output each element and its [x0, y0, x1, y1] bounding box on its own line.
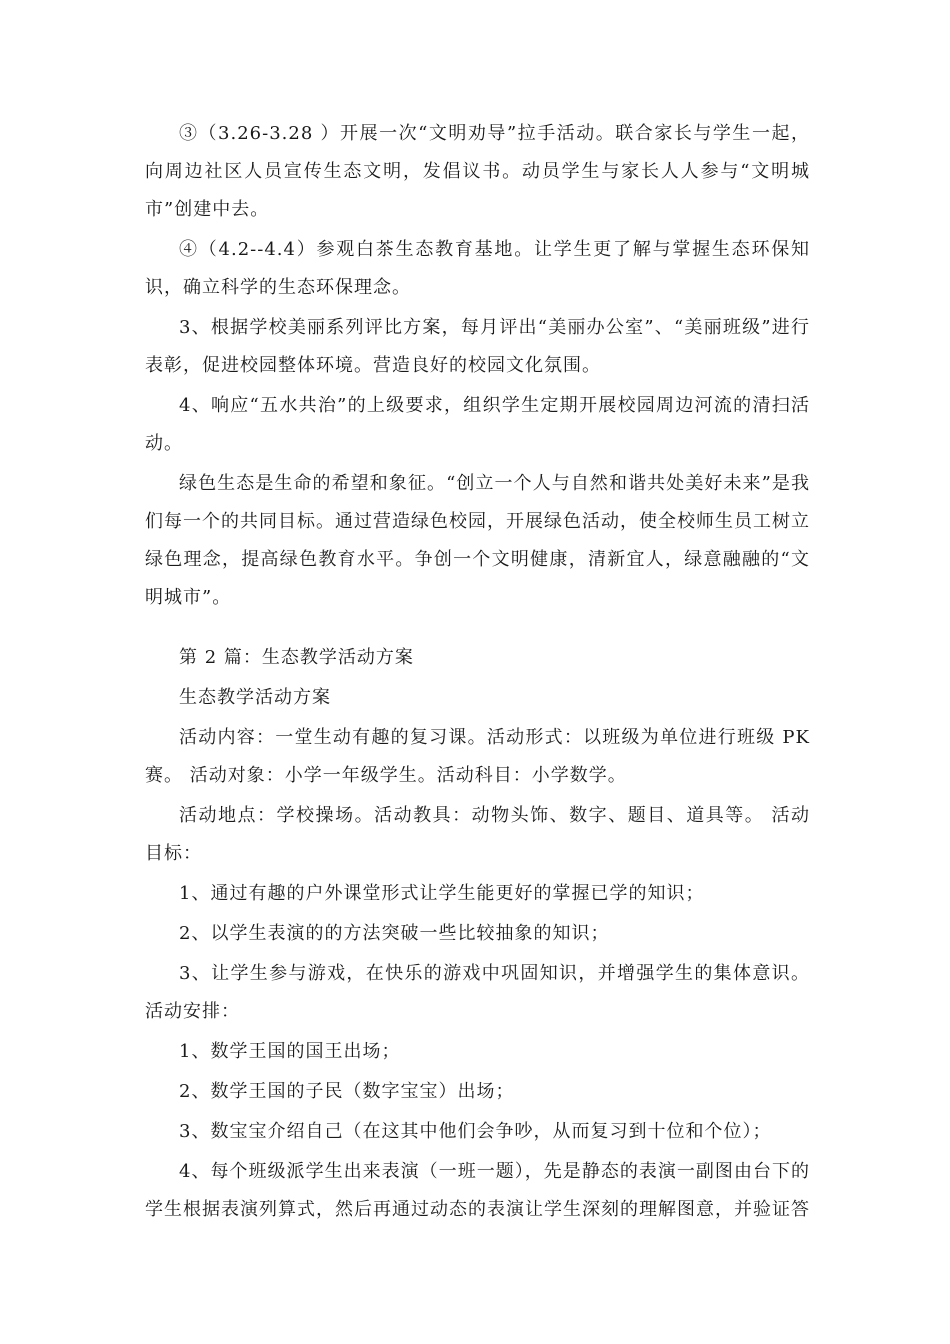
- paragraph-activity-content: 活动内容：一堂生动有趣的复习课。活动形式：以班级为单位进行班级 PK 赛。 活动对象：小学一年级学生。活动科目：小学数学。: [145, 727, 810, 786]
- chapter-title: 第 2 篇：生态教学活动方案: [179, 647, 414, 668]
- section-2: [145, 639, 810, 1231]
- paragraph-activity-location: 活动地点：学校操场。活动教具：动物头饰、数字、题目、道具等。 活动目标：: [145, 805, 810, 864]
- paragraph-green-ecology: 绿色生态是生命的希望和象征。“创立一个人与自然和谐共处美好未来”是我们每一个的共同目标。通过营造绿色校园，开展绿色活动，使全校师生员工树立绿色理念，提高绿色教育水平。争创一个文明健康，清新宜人，绿意融融的“文明城市”。: [145, 473, 810, 608]
- arrangement-item-1: 1、数学王国的国王出场；: [179, 1041, 401, 1062]
- paragraph-tea-base-visit: ④（4.2--4.4）参观白茶生态教育基地。让学生更了解与掌握生态环保知识，确立科学的生态环保理念。: [145, 239, 810, 298]
- paragraph-civility-activity: ③（3.26-3.28 ）开展一次“文明劝导”拉手活动。联合家长与学生一起，向周边社区人员宣传生态文明，发倡议书。动员学生与家长人人参与“文明城市”创建中去。: [145, 123, 810, 220]
- arrangement-item-3: 3、数宝宝介绍自己（在这其中他们会争吵，从而复习到十位和个位）；: [179, 1121, 772, 1142]
- arrangement-item-2: 2、数学王国的子民（数字宝宝）出场；: [179, 1081, 515, 1102]
- paragraph-beauty-evaluation: 3、根据学校美丽系列评比方案，每月评出“美丽办公室”、“美丽班级”进行表彰，促进校园整体环境。营造良好的校园文化氛围。: [145, 317, 810, 376]
- goal-item-1: 1、通过有趣的户外课堂形式让学生能更好的掌握已学的知识；: [179, 883, 705, 904]
- goal-item-2: 2、以学生表演的的方法突破一些比较抽象的知识；: [179, 923, 610, 944]
- goal-item-3: 3、让学生参与游戏，在快乐的游戏中巩固知识，并增强学生的集体意识。 活动安排：: [145, 963, 810, 1022]
- section-1: [145, 115, 810, 619]
- paragraph-five-waters: 4、响应“五水共治”的上级要求，组织学生定期开展校园周边河流的清扫活动。: [145, 395, 810, 454]
- document-title: 生态教学活动方案: [179, 687, 331, 708]
- arrangement-item-4: 4、每个班级派学生出来表演（一班一题），先是静态的表演一副图由台下的学生根据表演列算式，然后再通过动态的表演让学生深刻的理解图意，并验证答: [145, 1161, 810, 1220]
